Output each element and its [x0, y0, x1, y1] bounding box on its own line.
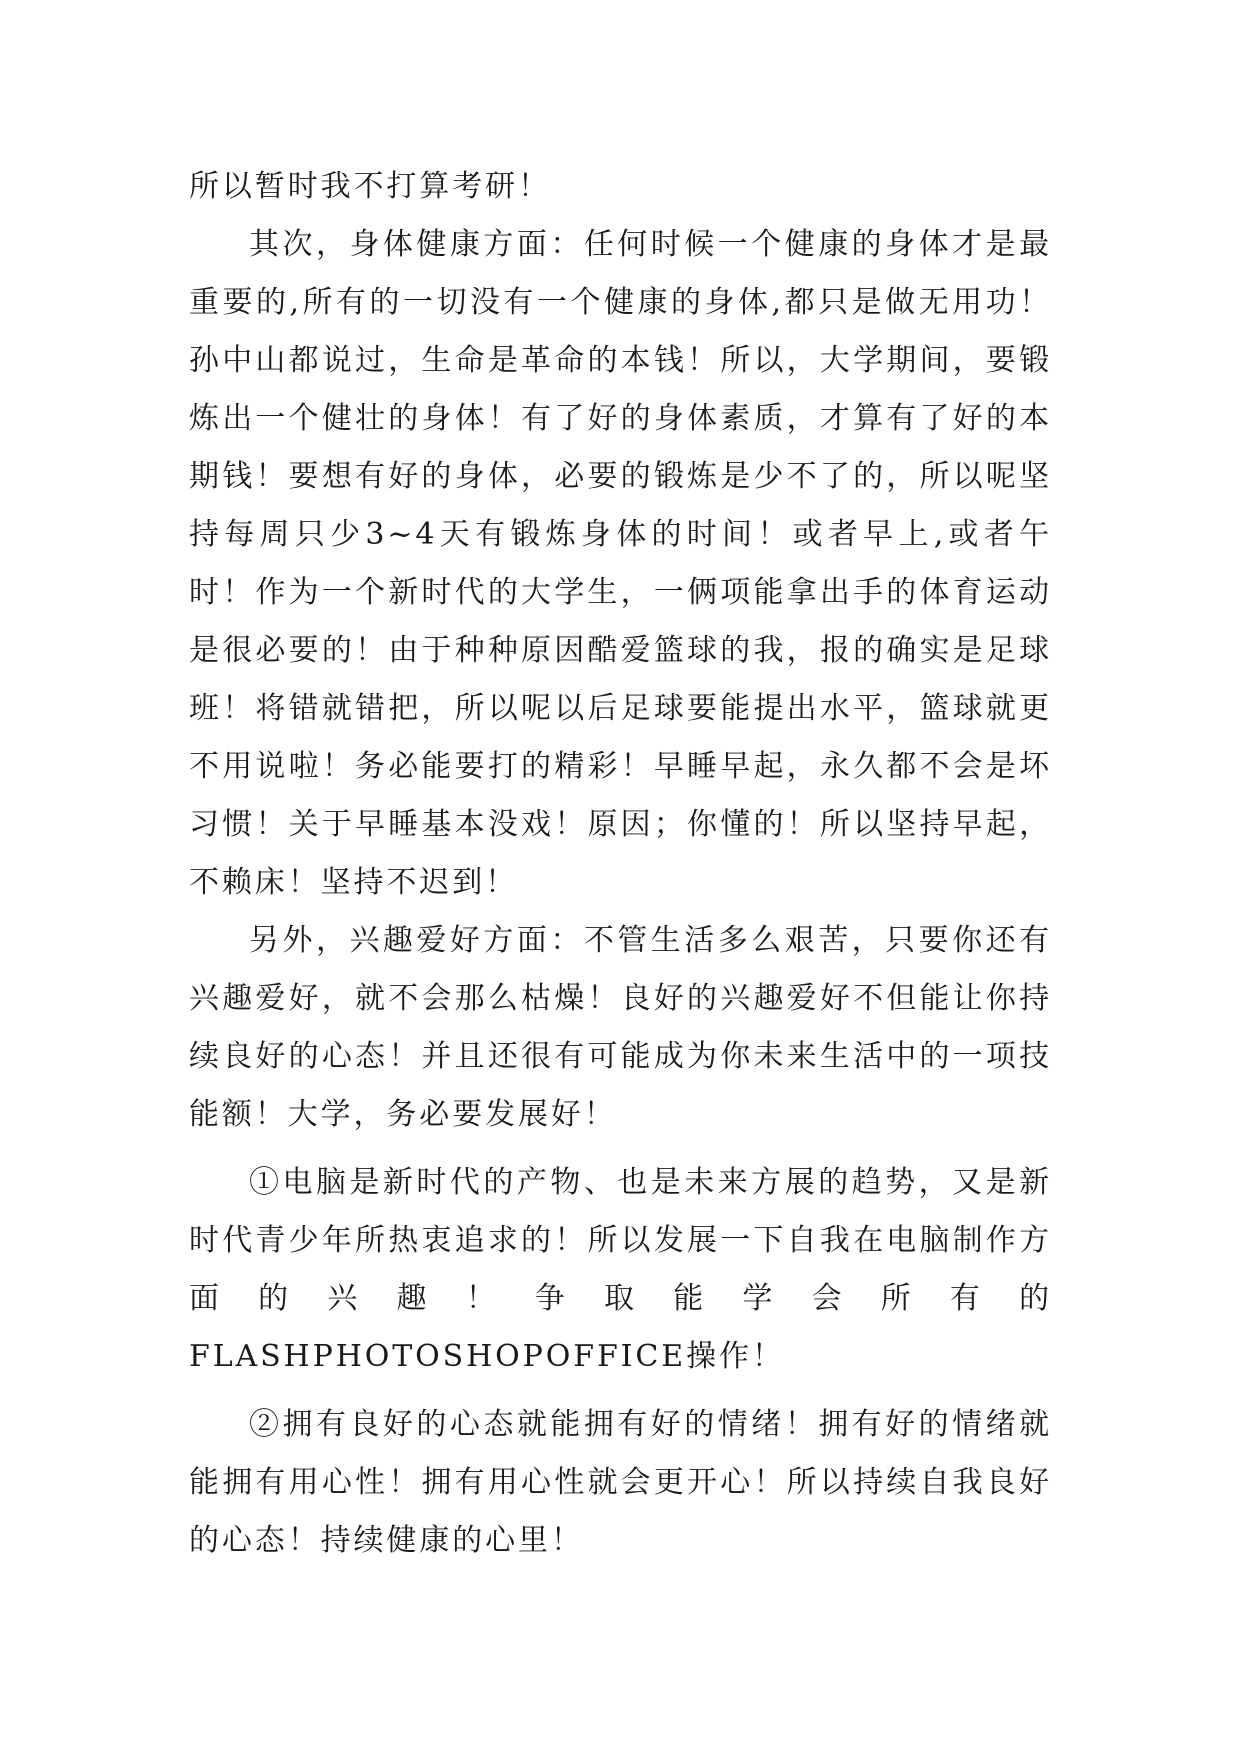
paragraph-2: 其次，身体健康方面：任何时候一个健康的身体才是最重要的,所有的一切没有一个健康的身体,都只是做无用功！孙中山都说过，生命是革命的本钱！所以，大学期间，要锻炼出一个健壮的身体！有了好的身体素质，才算有了好的本期钱！要想有好的身体，必要的锻炼是少不了的，所以呢坚持每周只少3~4天有锻炼身体的时间！或者早上,或者午时！作为一个新时代的大学生，一俩项能拿出手的体育运动是很必要的！由于种种原因酷爱篮球的我，报的确实是足球班！将错就错把，所以呢以后足球要能提出水平，篮球就更不用说啦！务必能要打的精彩！早睡早起，永久都不会是坏习惯！关于早睡基本没戏！原因；你懂的！所以坚持早起，不赖床！坚持不迟到！ — [189, 227, 1052, 900]
paragraph-1: 所以暂时我不打算考研！ — [189, 169, 551, 204]
paragraph-3: 另外，兴趣爱好方面：不管生活多么艰苦，只要你还有兴趣爱好，就不会那么枯燥！良好的兴趣爱好不但能让你持续良好的心态！并且还很有可能成为你未来生活中的一项技能额！大学，务必要发展好！ — [189, 923, 1052, 1132]
paragraph-4: ①电脑是新时代的产物、也是未来方展的趋势，又是新时代青少年所热衷追求的！所以发展一下自我在电脑制作方面的兴趣！争取能学会所有的FLASHPHOTOSHOPOFFICE操作！ — [189, 1165, 1052, 1374]
document-body — [189, 158, 1052, 1570]
paragraph-5: ②拥有良好的心态就能拥有好的情绪！拥有好的情绪就能拥有用心性！拥有用心性就会更开心！所以持续自我良好的心态！持续健康的心里！ — [189, 1407, 1052, 1558]
